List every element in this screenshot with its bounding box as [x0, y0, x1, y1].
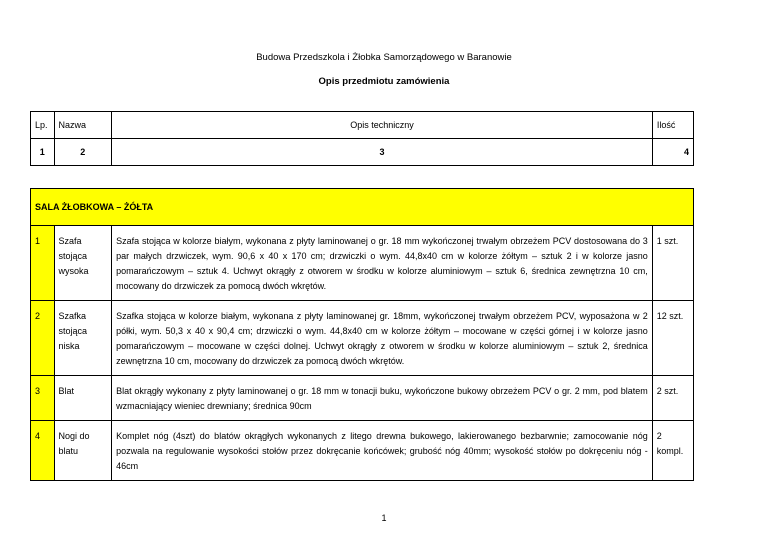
item-lp: 1: [31, 226, 55, 301]
header-row: [31, 112, 694, 139]
item-quantity: 1 szt.: [652, 226, 693, 301]
item-quantity: 2 szt.: [652, 376, 693, 421]
item-name: Blat: [54, 376, 112, 421]
column-number-name: 2: [54, 139, 112, 166]
header-quantity: Ilość: [652, 112, 693, 139]
item-lp: 4: [31, 421, 55, 481]
item-lp: 3: [31, 376, 55, 421]
document-header-line: Budowa Przedszkola i Żłobka Samorządowego w Baranowie: [256, 52, 512, 63]
item-name: Szafka stojąca niska: [54, 301, 112, 376]
page-number: 1: [381, 513, 387, 523]
section-row: [31, 189, 694, 226]
header-table: [30, 111, 694, 166]
column-number-description: 3: [112, 139, 653, 166]
header-description: Opis techniczny: [112, 112, 653, 139]
section-title: SALA ŻŁOBKOWA – ŻÓŁTA: [31, 189, 694, 226]
table-row: [31, 226, 694, 301]
header-name: Nazwa: [54, 112, 112, 139]
item-description: Komplet nóg (4szt) do blatów okrągłych wykonanych z litego drewna bukowego, lakierowanego bezbarwnie; zamocowanie nóg pozwala na regulowanie wysokości stołów przez dokręcanie końcówek; grubość nóg 40mm; wysokość stołów po dokręceniu nóg - 46cm: [112, 421, 653, 481]
item-lp: 2: [31, 301, 55, 376]
item-name: Nogi do blatu: [54, 421, 112, 481]
item-quantity: 2 kompl.: [652, 421, 693, 481]
item-quantity: 12 szt.: [652, 301, 693, 376]
table-row: [31, 301, 694, 376]
document-title: Opis przedmiotu zamówienia: [318, 76, 450, 87]
column-number-row: [31, 139, 694, 166]
item-description: Blat okrągły wykonany z płyty laminowanej o gr. 18 mm w tonacji buku, wykończone bukowy obrzeżem PCV o gr. 2 mm, pod blatem wzmacniający wieniec drewniany; średnica 90cm: [112, 376, 653, 421]
item-name: Szafa stojąca wysoka: [54, 226, 112, 301]
header-lp: Lp.: [31, 112, 55, 139]
table-row: [31, 421, 694, 481]
item-description: Szafka stojąca w kolorze białym, wykonana z płyty laminowanej gr. 18mm, wykończonej trwałym obrzeżem PCV, wyposażona w 2 półki, wym. 50,3 x 40 x 90,4 cm; drzwiczki o wym. 44,8x40 cm w kolorze żółtym – mocowane w części górnej i w kolorze jasno pomarańczowym – mocowane w części dolnej. Uchwyt okrągły z otworem w środku w kolorze aluminiowym – sztuk 2, średnica zewnętrzna 10 cm, mocowany do drzwiczek za pomocą dwóch wkrętów.: [112, 301, 653, 376]
column-number-quantity: 4: [652, 139, 693, 166]
item-description: Szafa stojąca w kolorze białym, wykonana z płyty laminowanej o gr. 18 mm wykończonej trwałym obrzeżem PCV dostosowana do 3 par małych drzwiczek, wym. 90,6 x 40 x 170 cm; drzwiczki o wym. 44,8x40 cm w kolorze żółtym – sztuk 2 i w kolorze jasno pomarańczowym – sztuk 4. Uchwyt okrągły z otworem w środku w kolorze aluminiowym – sztuk 6, średnica zewnętrzna 10 cm, mocowany do drzwiczek za pomocą dwóch wkrętów.: [112, 226, 653, 301]
table-row: [31, 376, 694, 421]
column-number-lp: 1: [31, 139, 55, 166]
items-table: [30, 188, 694, 481]
